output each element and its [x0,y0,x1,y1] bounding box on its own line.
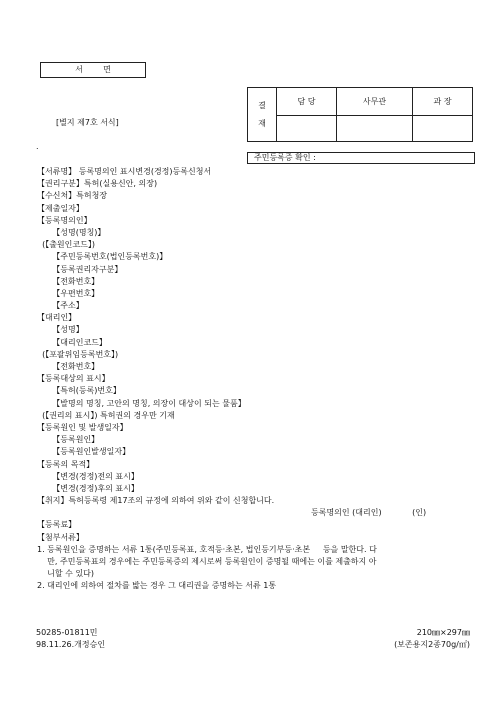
approval-header-officer: 사무관 [336,88,412,116]
field-line: 【제출일자】 [37,203,84,213]
footer-right [394,627,470,651]
doc-type-box [40,62,146,78]
footer-form-code: 50285-01811민 [36,628,98,637]
field-line: 【등록원인】 [37,435,100,445]
field-line: (【포괄위임등록번호】) [37,349,119,359]
field-line: 【등록명의인】 [37,215,92,225]
form-fields [37,166,467,593]
approval-label-cell [248,88,277,142]
form-number: [별지 제7호 서식] [56,118,119,127]
field-line: 【등록원인 및 발생일자】 [37,422,128,432]
dot-mark: . [36,142,39,151]
field-line: 【대리인코드】 [37,337,107,347]
field-line: 【특허(등록)번호】 [37,386,121,396]
field-line: 【첨부서류】 [37,532,84,542]
id-check-box[interactable] [247,152,475,164]
field-line: 【발명의 명칭, 고안의 명칭, 의장이 대상이 되는 물품】 [37,398,246,408]
footer-paper-type: (보존용지2종70g/㎡) [394,640,470,649]
field-line: 【대리인】 [37,313,77,323]
approval-label-top: 결 [258,100,266,110]
signature-line: 등록명의인 (대리인) (인) [311,508,427,518]
field-line: 【주소】 [37,301,84,311]
note-line: 1. 등록원인을 증명하는 서류 1통(주민등록표, 호적등·초본, 법인등기부등·초본 등을 말한다. 다 [37,544,377,554]
field-line: 【등록원인발생일자】 [37,447,131,457]
field-line: 【변경(경정)전의 표시】 [37,471,139,481]
approval-table [247,87,473,142]
footer-approval-date: 98.11.26.개정승인 [36,640,106,649]
field-line: 【등록의 목적】 [37,459,95,469]
field-line: 【성명】 [37,325,84,335]
field-line: 【변경(경정)후의 표시】 [37,483,139,493]
field-line: 【성명(명칭)】 [37,227,106,237]
approval-header-staff: 담 당 [277,88,337,116]
approval-sign-staff[interactable] [277,116,337,142]
note-line: 니할 수 있다) [37,569,95,579]
footer-left [36,627,105,651]
approval-sign-chief[interactable] [413,116,473,142]
approval-label-bottom: 재 [258,118,266,128]
field-line: 【취지】특허등록령 제17조의 규정에 의하여 위와 같이 신청합니다. [37,496,275,506]
field-line: 【수신처】특허청장 [37,191,108,201]
field-line: 【등록권리자구분】 [37,264,123,274]
field-line: 【권리구분】특허(실용신안, 의장) [37,179,158,189]
field-line: 【전화번호】 [37,362,100,371]
note-line: 만, 주민등록표의 경우에는 주민등록증의 제시로써 등록원인이 증명될 때에는 이를 제출하지 아 [37,557,377,566]
field-line: (【출원인코드】) [37,240,95,250]
field-line: 【주민등록번호(법인등록번호)】 [37,252,168,262]
approval-header-chief: 과 장 [413,88,473,116]
note-line: 2. 대리인에 의하여 절차를 밟는 경우 그 대리권을 증명하는 서류 1통 [37,581,277,591]
approval-sign-officer[interactable] [336,116,412,142]
field-line: (【권리의 표시】) 특허권의 경우만 기재 [37,410,175,420]
field-line: 【등록대상의 표시】 [37,374,110,384]
field-line: 【서류명】 등록명의인 표시변경(경정)등록신청서 [37,167,212,176]
id-check-label: 주민등록증 확인 : [254,153,316,162]
doc-type-label: 서 면 [75,65,111,74]
footer-paper-size: 210㎜×297㎜ [416,628,470,637]
field-line: 【등록료】 [37,520,77,530]
field-line: 【우편번호】 [37,288,100,298]
field-line: 【전화번호】 [37,276,100,286]
